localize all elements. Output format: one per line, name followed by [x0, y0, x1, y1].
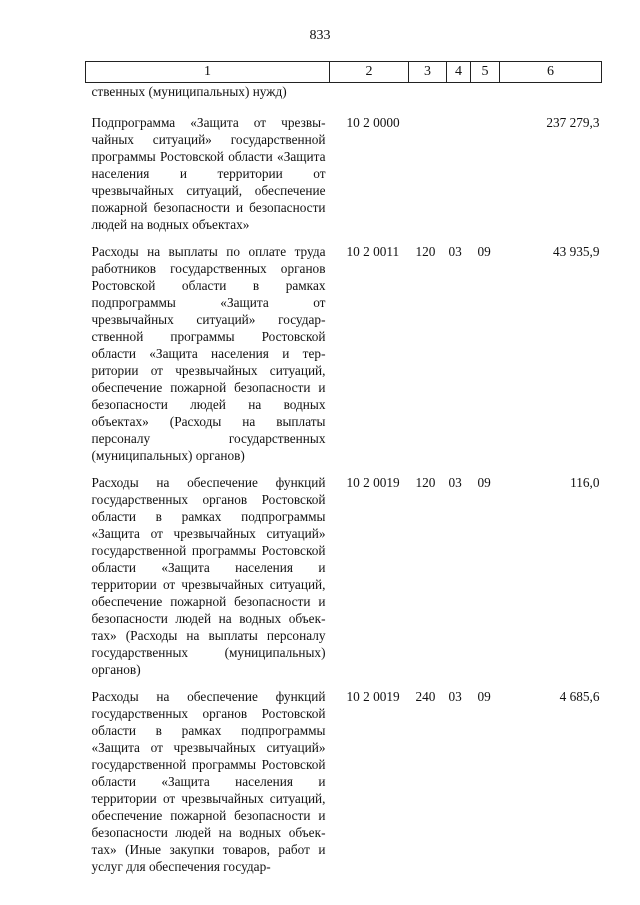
table-row — [86, 243, 602, 474]
table-header — [86, 62, 602, 83]
table-row — [86, 474, 602, 688]
row-target-code: 10 2 0019 — [346, 475, 400, 490]
row-section: 03 — [448, 475, 462, 490]
row-description: Расходы на обеспечение функций государственных органов Ростовской области в рамках подпрограммы «Защита от чрезвычайных ситуаций» государственной программы Ростовской области «Защита населения и территории от чрезвычайных ситуаций, обеспечение пожарной безопасности и безопасности людей на водных объектах» (Расходы на выплаты персоналу государственных (муниципальных) органов) — [91, 475, 326, 677]
row-target-code: 10 2 0011 — [346, 244, 400, 259]
row-subsection: 09 — [477, 475, 491, 490]
row-subsection: 09 — [477, 689, 491, 704]
row-section — [447, 114, 471, 243]
column-header-2: 2 — [330, 62, 409, 83]
row-target-code: 10 2 0000 — [346, 115, 400, 130]
row-expense-type — [409, 114, 447, 243]
continuation-row — [86, 83, 602, 115]
row-subsection: 09 — [477, 244, 491, 259]
continuation-text: ственных (муниципальных) нужд) — [91, 84, 287, 99]
budget-table — [85, 61, 602, 885]
row-expense-type: 120 — [415, 475, 436, 490]
column-header-1: 1 — [86, 62, 330, 83]
row-section: 03 — [448, 689, 462, 704]
column-header-3: 3 — [409, 62, 447, 83]
row-description: Подпрограмма «Защита от чрезвычайных ситуаций» государственной программы Ростовской области «Защита населения и территории от чрезвычайных ситуаций, обеспечение пожарной безопасности и безопасности людей на водных объектах» — [91, 115, 326, 232]
row-section: 03 — [448, 244, 462, 259]
row-description: Расходы на выплаты по оплате труда работников государственных органов Ростовской области в рамках подпрограммы «Защита от чрезвычайных ситуаций» государственной программы Ростовской области «Защита населения и территории от чрезвычайных ситуаций, обеспечение пожарной безопасности и безопасности людей на водных объектах» (Расходы на выплаты персоналу государственных (муниципальных) органов) — [91, 244, 326, 463]
row-expense-type: 120 — [415, 244, 436, 259]
row-amount: 116,0 — [570, 475, 600, 490]
table-row — [86, 114, 602, 243]
row-target-code: 10 2 0019 — [346, 689, 400, 704]
page-number: 833 — [309, 28, 331, 43]
column-header-4: 4 — [447, 62, 471, 83]
column-header-6: 6 — [500, 62, 602, 83]
table-row — [86, 688, 602, 885]
column-header-5: 5 — [471, 62, 500, 83]
row-amount: 237 279,3 — [546, 115, 600, 130]
row-subsection — [471, 114, 500, 243]
row-amount: 4 685,6 — [559, 689, 600, 704]
row-description: Расходы на обеспечение функций государственных органов Ростовской области в рамках подпрограммы «Защита от чрезвычайных ситуаций» государственной программы Ростовской области «Защита населения и территории от чрезвычайных ситуаций, обеспечение пожарной безопасности и безопасности людей на водных объектах» (Иные закупки товаров, работ и услуг для обеспечения государ- — [91, 689, 326, 874]
row-expense-type: 240 — [415, 689, 436, 704]
row-amount: 43 935,9 — [552, 244, 600, 259]
table-body — [86, 83, 602, 886]
